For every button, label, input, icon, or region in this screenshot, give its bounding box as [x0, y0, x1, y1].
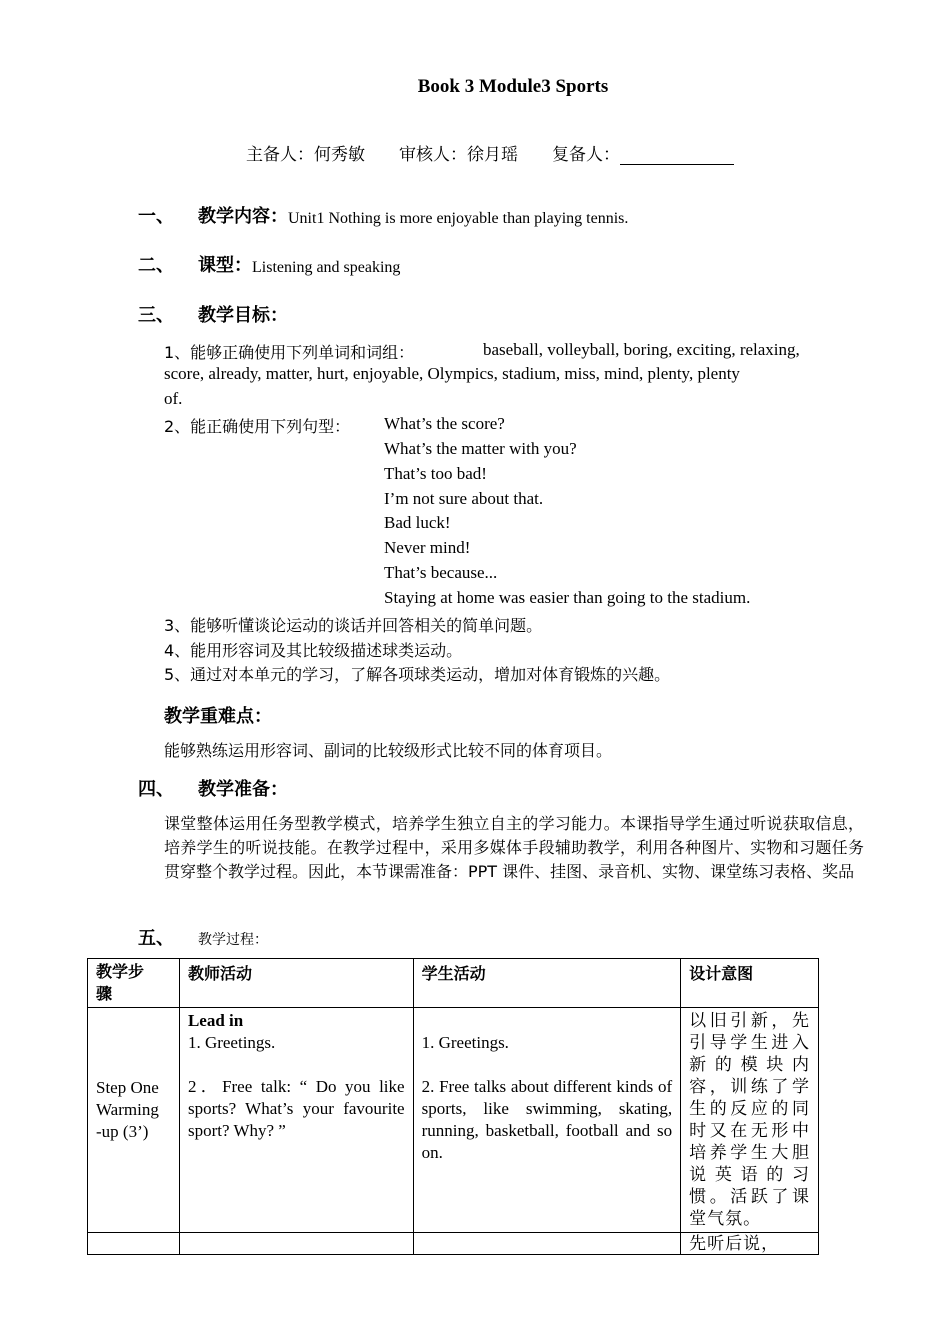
section-number: 三、	[138, 305, 174, 326]
section-number: 四、	[138, 779, 174, 800]
teacher-activity-cell	[179, 1233, 413, 1255]
main-preparer: 主备人：何秀敏	[246, 145, 365, 165]
step-line: -up (3’)	[96, 1122, 149, 1141]
step-line: Step One	[96, 1078, 159, 1097]
sentence-pattern: What’s the matter with you?	[384, 439, 577, 458]
prep-text: 课堂整体运用任务型教学模式，培养学生独立自主的学习能力。本课指导学生通过听说获取信息，培养学生的听说技能。在教学过程中，采用多媒体手段辅助教学，利用各种图片、实物和习题任务贯穿整个教学过程。因此，本节课需准备：PPT 课件、挂图、录音机、实物、课堂练习表格、奖品	[164, 814, 864, 881]
step-cell	[88, 1233, 180, 1255]
teacher-activity-cell	[179, 1008, 413, 1233]
table-row	[88, 1233, 819, 1255]
goal-1-prefix: 1、能够正确使用下列单词和词组：	[164, 343, 415, 362]
header-teacher: 教师活动	[179, 959, 413, 1008]
section-value: Unit1 Nothing is more enjoyable than playing tennis.	[288, 210, 629, 227]
key-points-heading: 教学重难点：	[164, 706, 272, 727]
section-number: 五、	[138, 928, 174, 949]
sentence-pattern: Staying at home was easier than going to the stadium.	[384, 588, 751, 607]
section-label: 教学目标：	[198, 305, 288, 326]
preparers-line	[246, 140, 734, 165]
section-number: 一、	[138, 206, 174, 227]
section-process	[138, 924, 858, 950]
page-title: Book 3 Module3 Sports	[417, 76, 609, 97]
sentence-pattern: I’m not sure about that.	[384, 489, 544, 508]
goal-3: 3、能够听懂谈论运动的谈话并回答相关的简单问题。	[164, 616, 543, 635]
section-value: Listening and speaking	[252, 259, 401, 276]
section-goals	[138, 301, 858, 327]
student-activity-cell	[413, 1008, 681, 1233]
teacher-heading: Lead in	[187, 1011, 244, 1030]
goal-4: 4、能用形容词及其比较级描述球类运动。	[164, 641, 463, 660]
key-points-text: 能够熟练运用形容词、副词的比较级形式比较不同的体育项目。	[164, 741, 613, 760]
sentence-pattern: Bad luck!	[384, 513, 451, 532]
intent-text: 以旧引新，先引导学生进入新的模块内容，训练了学生的反应的同时又在无形中培养学生大胆说英语的习惯。活跃了课堂气氛。	[689, 1011, 810, 1229]
section-type	[138, 251, 858, 277]
teacher-item: 1. Greetings.	[187, 1033, 276, 1052]
sentence-pattern: That’s because...	[384, 563, 498, 582]
goal-1-words-line3: of.	[164, 389, 183, 408]
student-activity-cell	[413, 1233, 681, 1255]
header-intent: 设计意图	[681, 959, 819, 1008]
step-line: Warming	[96, 1100, 159, 1119]
step-cell	[88, 1008, 180, 1233]
reviewer: 审核人：徐月瑶	[399, 145, 518, 165]
table-header-row	[88, 959, 819, 1008]
goal-2-prefix: 2、能正确使用下列句型：	[164, 417, 351, 436]
section-prep	[138, 775, 858, 801]
section-label: 教学准备：	[198, 779, 288, 800]
student-item: 2. Free talks about different kinds of sports, like swimming, skating, running, basketball, football and so on.	[421, 1077, 673, 1162]
sentence-pattern: Never mind!	[384, 538, 471, 557]
secondary-preparer: 复备人：	[552, 145, 620, 165]
blank-line	[620, 148, 734, 165]
sentence-pattern: What’s the score?	[384, 414, 505, 433]
intent-cell	[681, 1233, 819, 1255]
goal-5: 5、通过对本单元的学习，了解各项球类运动，增加对体育锻炼的兴趣。	[164, 665, 671, 684]
header-step: 教学步骤	[88, 959, 180, 1008]
section-label: 教学过程：	[198, 932, 268, 948]
teacher-item: 2．Free talk: “ Do you like sports? What’s your favourite sport? Why? ”	[187, 1077, 405, 1140]
table-row	[88, 1008, 819, 1233]
header-student: 学生活动	[413, 959, 681, 1008]
goal-1-words-line2: score, already, matter, hurt, enjoyable, Olympics, stadium, miss, mind, plenty, plenty	[164, 364, 740, 383]
teaching-process-table	[87, 958, 819, 1255]
section-content	[138, 202, 858, 228]
section-number: 二、	[138, 255, 174, 276]
intent-text: 先听后说，	[689, 1234, 780, 1254]
section-label: 教学内容：Unit1 Nothing is more enjoyable than playing tennis.	[198, 206, 629, 227]
goal-1-words-line1: baseball, volleyball, boring, exciting, relaxing,	[483, 340, 800, 359]
intent-cell	[681, 1008, 819, 1233]
sentence-pattern: That’s too bad!	[384, 464, 487, 483]
student-item: 1. Greetings.	[421, 1033, 509, 1052]
section-label: 课型：Listening and speaking	[198, 255, 401, 276]
